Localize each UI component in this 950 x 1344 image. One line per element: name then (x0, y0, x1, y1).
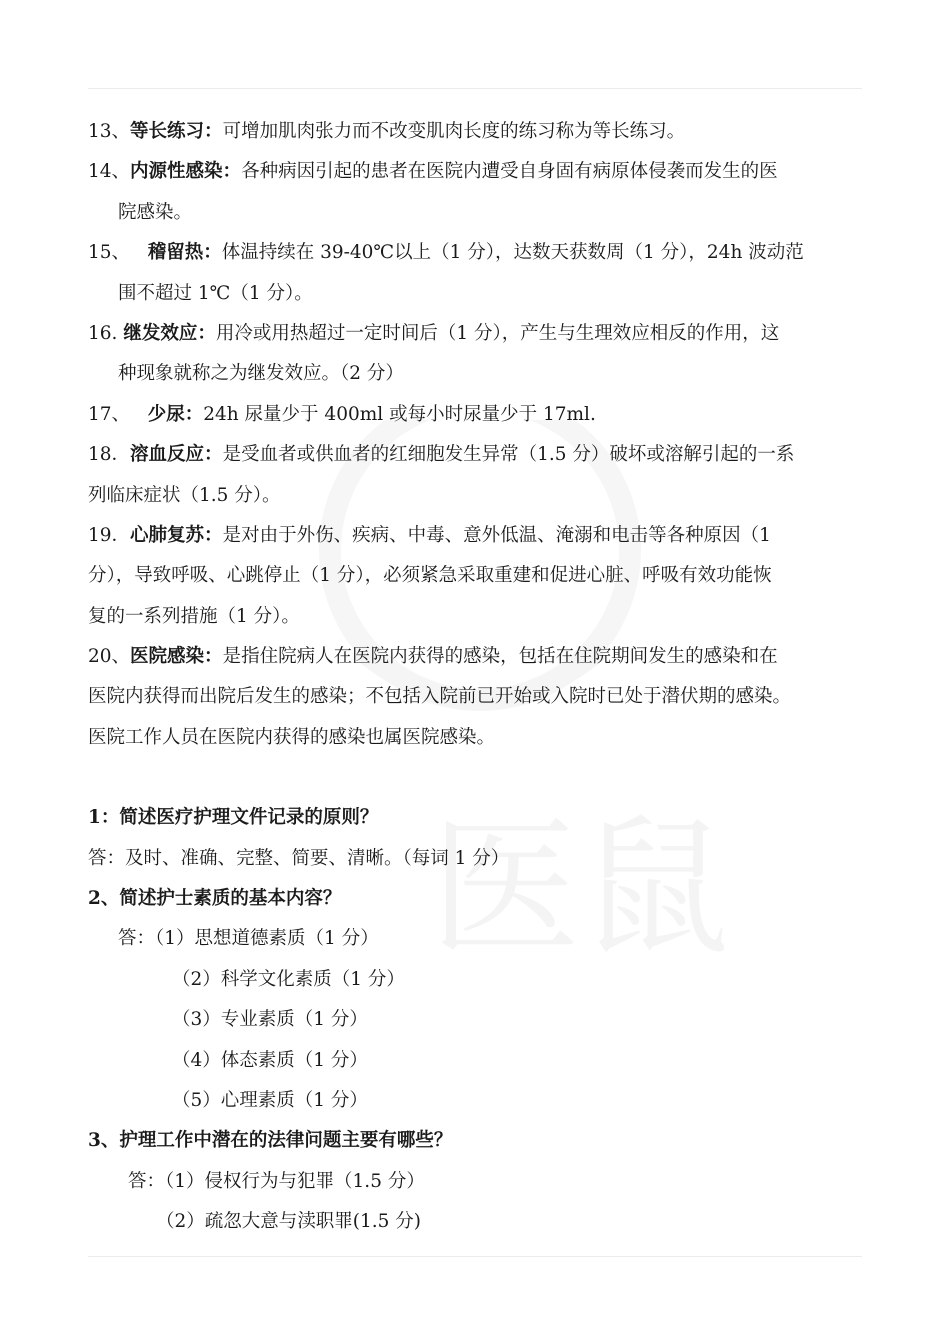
footer-rule (88, 1256, 862, 1257)
definition-term: 医院感染： (130, 646, 223, 668)
definition-term: 等长练习： (130, 121, 223, 142)
answer-item: （1）侵权行为与犯罪（1.5 分） (165, 1170, 425, 1192)
question-3-title: 3、护理工作中潜在的法律问题主要有哪些？ (88, 1130, 453, 1152)
definition-20-cont-1: 医院内获得而出院后发生的感染；不包括入院前已开始或入院时已处于潜伏期的感染。 (88, 686, 792, 708)
definition-text: 用冷或用热超过一定时间后（1 分），产生与生理效应相反的作用，这 (215, 322, 780, 344)
definition-14-cont: 院感染。 (118, 201, 193, 223)
question-2-answer-1 (88, 919, 878, 959)
answer-prefix: 答： (128, 1170, 166, 1192)
definition-16 (88, 314, 878, 354)
definition-term: 内源性感染： (130, 161, 242, 183)
question-2-answer-4: （4）体态素质（1 分） (172, 1049, 368, 1071)
question-2-answer-3: （3）专业素质（1 分） (172, 1009, 368, 1031)
definition-text: 可增加肌肉张力而不改变肌肉长度的练习称为等长练习。 (222, 121, 686, 142)
definition-number: 18． (88, 444, 131, 466)
definition-14 (88, 152, 878, 192)
answer-item: （1）思想道德素质（1 分） (155, 928, 379, 950)
definition-15-cont: 围不超过 1℃（1 分）。 (118, 282, 313, 304)
definition-number: 20、 (88, 646, 131, 668)
definition-17 (88, 395, 878, 435)
definition-text: 是受血者或供血者的红细胞发生异常（1.5 分）破坏或溶解引起的一系 (222, 444, 795, 466)
definition-text: 是指住院病人在医院内获得的感染，包括在住院期间发生的感染和在 (222, 646, 778, 668)
definition-15 (88, 233, 878, 273)
definition-number: 17、 (88, 403, 136, 425)
definition-16-cont: 种现象就称之为继发效应。（2 分） (118, 363, 404, 385)
definition-term: 心肺复苏： (130, 524, 223, 546)
watermark-text: 医鼠 (430, 802, 731, 976)
definition-19-cont-2: 复的一系列措施（1 分）。 (88, 605, 300, 627)
definition-number: 14、 (88, 161, 131, 183)
definition-number: 16. (88, 322, 124, 344)
definition-19 (88, 516, 878, 556)
definition-number: 15、 (88, 242, 136, 264)
header-rule (88, 88, 862, 89)
definition-term: 溶血反应： (130, 444, 223, 466)
definition-text: 各种病因引起的患者在医院内遭受自身固有病原体侵袭而发生的医 (241, 161, 778, 183)
definition-18 (88, 435, 878, 475)
question-3-answer-2: （2）疏忽大意与渎职罪(1.5 分) (156, 1211, 422, 1233)
section-gap (88, 758, 878, 798)
definition-text: 是对由于外伤、疾病、中毒、意外低温、淹溺和电击等各种原因（1 (222, 524, 771, 546)
definition-term: 少尿： (147, 403, 204, 425)
document-content (88, 112, 878, 1243)
definition-20-cont-2: 医院工作人员在医院内获得的感染也属医院感染。 (88, 726, 496, 748)
question-2-answer-2: （2）科学文化素质（1 分） (172, 968, 405, 990)
definition-text: 体温持续在 39-40℃以上（1 分），达数天获数周（1 分），24h 波动范 (221, 242, 804, 264)
question-2-answer-5: （5）心理素质（1 分） (172, 1089, 368, 1111)
definition-18-cont: 列临床症状（1.5 分）。 (88, 484, 281, 506)
definition-term: 继发效应： (123, 322, 216, 344)
question-1-title: 1：简述医疗护理文件记录的原则？ (88, 807, 379, 829)
definition-text: 24h 尿量少于 400ml 或每小时尿量少于 17ml. (203, 403, 596, 425)
definition-term: 稽留热： (147, 242, 222, 264)
definition-13 (88, 112, 878, 152)
answer-prefix: 答： (118, 928, 156, 950)
definition-number: 13、 (88, 121, 131, 142)
definition-19-cont-1: 分），导致呼吸、心跳停止（1 分），必须紧急采取重建和促进心脏、呼吸有效功能恢 (88, 565, 772, 587)
question-3-answer-1 (88, 1162, 878, 1202)
question-2-title: 2、简述护士素质的基本内容？ (88, 888, 342, 910)
definition-number: 19． (88, 524, 131, 546)
definition-20 (88, 637, 878, 677)
question-1-answer: 答：及时、准确、完整、简要、清晰。（每词 1 分） (88, 847, 510, 869)
